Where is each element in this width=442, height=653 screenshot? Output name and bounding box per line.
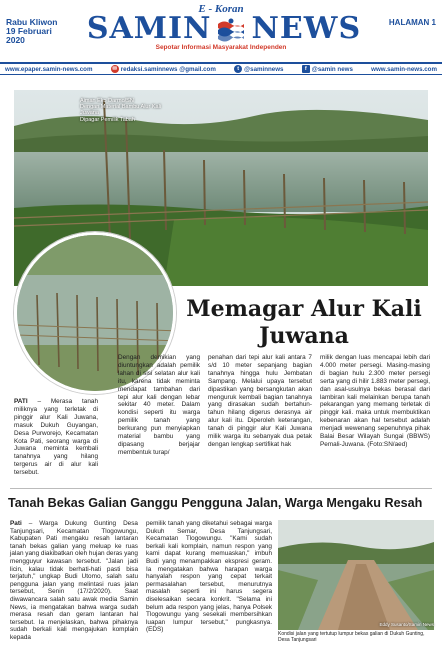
- mail-icon: ✉: [112, 66, 118, 72]
- contact-epaper-text: www.epaper.samin-news.com: [5, 65, 93, 73]
- contact-facebook[interactable]: [302, 65, 353, 73]
- article-2-dateline: Pati: [10, 520, 22, 527]
- road-photo-caption: [278, 622, 434, 643]
- article-1-dateline: PATI: [14, 398, 28, 405]
- issue-day: Rabu Kliwon: [6, 17, 58, 27]
- brand-word-left: SAMIN: [86, 11, 212, 46]
- contact-website-text: www.samin-news.com: [371, 65, 437, 73]
- photo-caption-line-2: Dengan Material Bambu Alur Kali Juwana: [80, 104, 162, 117]
- contact-twitter[interactable]: [234, 65, 283, 73]
- issue-year: 2020: [6, 35, 25, 45]
- article-2-col-1-text: – Warga Dukung Gunting Desa Tanjungsari, Kecamatan Tlogowungu, Kabupaten Pati mengaku resah lantaran tanah bekas galian yang meluap ke ruas jalan yang diakibatkan oleh hujan deras yang mengguyur kawasan tersebut. "Jalan jadi licin, kalau tidak berhati-hati pasti bisa terjatuh," ungkap Budi Utomo, salah satu pengguna jalan yang melintasi ruas jalan tersebut, Senin (17/2/2020). Saat diwawancara salah satu awak media Samin News, ia mengatakan bahwa warga sudah merasa resah dan geram lantaran hal tersebut. Ia menjelaskan, bahwa pihaknya sudah berkali kali mengajukan komplain kepada: [10, 520, 138, 641]
- contact-email[interactable]: [111, 65, 216, 73]
- article-1-col-3-text: penahan dari tepi alur kali antara 7 s/d 10 meter sepanjang bagian tanahnya hingga hulu Jembatan Sampang. Melalui upaya tersebut dipastikan yang bersangkutan akan menguruk kembali bagian tanahnya yang dirasakan sudah bertahun-tahun hilang digerus derasnya air alur kali itu. Diperoleh keterangan, tanah di pinggir alur Kali Juwana milik warga itu sebanyak dua petak dengan lengkap sertifikat hak: [208, 354, 312, 448]
- article-1-col-1-text: – Merasa tanah miliknya yang terletak di pinggir alur Kali Juwana, masuk Dukuh Guyangan, Desa Purworejo, Kecamatan Kota Pati, seorang warga di Juwana meminta kembali tanahnya yang hilang tergerus air di alur kali tersebut.: [14, 398, 98, 477]
- article-1-col-3: [208, 354, 312, 449]
- facebook-icon: f: [302, 65, 310, 73]
- article-1-col-2-text: Dengan demikian yang diuntungkan adalah pemilik lahan di sisi selatan alur kali itu, karena tidak meminta mendapat tambahan dari tepi alur kali dengan lebar sekitar 40 meter. Dalam kondisi seperti itu warga pemilik tanah yang berkurang pun menyiapkan material bambu yang dipasang berjajar membentuk turap/: [118, 354, 200, 456]
- twitter-icon: t: [234, 65, 242, 73]
- masthead: [0, 0, 442, 62]
- road-photo-caption-text: Kondisi jalan yang tertutup lumpur bekas galian di Dukuh Gunting, Desa Tanjungsari: [278, 631, 425, 643]
- issue-date-text: 19 Februari: [6, 26, 52, 36]
- photo-caption-line-3: Dipagar Pemilik Tabah: [80, 116, 135, 123]
- contact-email-text: redaksi.saminnews @gmail.com: [120, 65, 216, 73]
- contact-bar: [0, 62, 442, 75]
- article-2-col-2-text: pemilik tanah yang diketahui sebagai warga Dukuh Semar, Desa Tanjungsari, Kecamatan Tlogowungu. "Kami sudah berkali kali komplain, namun respon yang kami dapat kurang memuaskan," imbuh Budi yang menampakkan ekspresi geram. Ia mengatakan bahwa harapan warga hanyalah respon yang cepat terkait permasalahan tersebut, menurutnya masalah seperti ini harus segera diselesaikan secara konkrit. "Selama ini belum ada respon yang jelas, hanya Polsek Tlogowungu yang sesekali membersihkan luapan lumpur tersebut," pungkasnya. (EDS): [146, 520, 272, 634]
- contact-twitter-text: @saminnews: [244, 65, 284, 73]
- contact-website[interactable]: [371, 66, 437, 73]
- article-2-col-1: [10, 520, 138, 642]
- article-2-headline: Tanah Bekas Galian Ganggu Pengguna Jalan, Warga Mengaku Resah: [8, 496, 423, 510]
- section-divider: [10, 488, 432, 489]
- contact-facebook-text: @samin news: [311, 65, 353, 73]
- contact-epaper[interactable]: [5, 66, 92, 73]
- edition-label: E - Koran: [198, 3, 244, 15]
- brand-word-right: NEWS: [251, 11, 362, 46]
- article-1-col-4-text: milik dengan luas mencapai lebih dari 4.000 meter persegi. Masing-masing di bagian hulu 2.300 meter persegi serta yang di hilir 1.883 meter persegi, dan asal-usulnya bekas berasal dari lambiran kali melainkan berupa tanah pekarangan yang memang terletak di pinggir kali. maka untuk membuktikan kebenaran akan hal tersebut adalah menjadi wewenang sepenuhnya pihak Balai Besar Wilayah Sungai (BBWS) Pemali-Juwana. (Foto:SN/aed): [320, 354, 430, 448]
- road-photo-credit: Eddy Susanto/Samin News: [379, 622, 434, 627]
- tagline: Sepotar Informasi Masyarakat Independen: [155, 44, 287, 51]
- article-1-headline: Memagar Alur Kali Juwana: [186, 296, 422, 349]
- article-1-col-4: [320, 354, 430, 449]
- muddy-road-illustration: [278, 520, 434, 630]
- article-1-col-2: [118, 354, 200, 457]
- muddy-road-photo: [278, 520, 434, 630]
- photo-caption: [80, 98, 170, 123]
- page-number: HALAMAN 1: [388, 18, 436, 27]
- flag-logo-icon: [216, 16, 246, 42]
- photo-credit: Aiman Eko Darmo/SN: [80, 98, 134, 104]
- brand-logo: [74, 12, 374, 46]
- article-2-col-2: [146, 520, 272, 634]
- issue-date: [6, 18, 58, 45]
- article-1-col-1: [14, 398, 98, 477]
